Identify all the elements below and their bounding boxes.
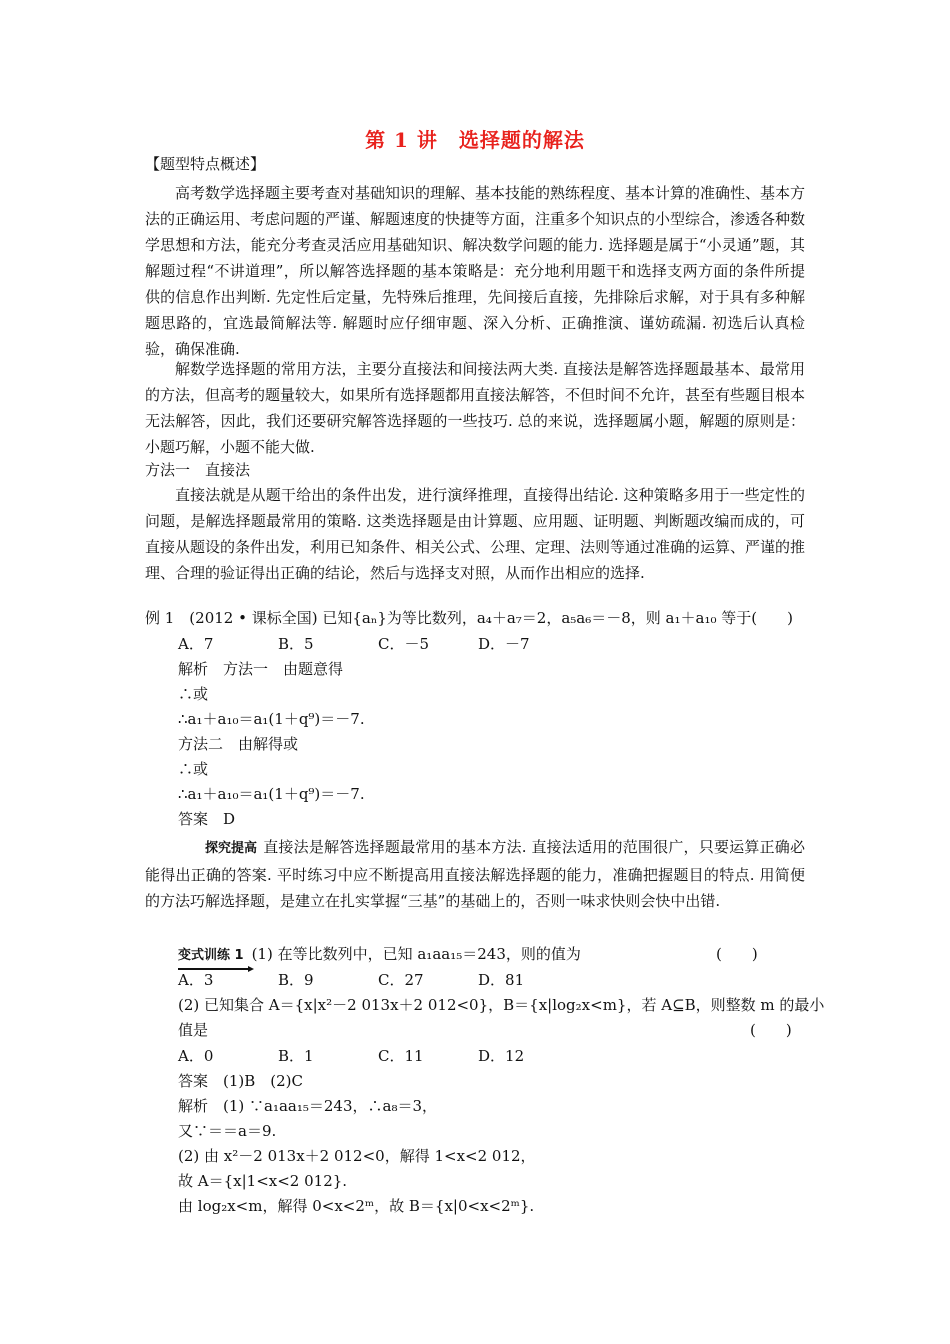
option-c: C．27 [378,971,424,989]
method1-heading: 方法一 直接法 [145,461,251,479]
option-c: C．11 [378,1047,424,1065]
example1-stem: 例 1 (2012 • 课标全国) 已知{aₙ}为等比数列，a₄＋a₇＝2，a₅a₆＝－8，则 a₁＋a₁₀ 等于( ) [145,609,793,627]
method1-paragraph: 直接法就是从题干给出的条件出发，进行演绎推理，直接得出结论. 这种策略多用于一些定性的问题，是解选择题最常用的策略. 这类选择题是由计算题、应用题、证明题、判断题改编而成的，可直接从题设的条件出发，利用已知条件、相关公式、公理、定理、法则等通过准确的运算、严谨的推理、合理的验证得出正确的结论，然后与选择支对照，从而作出相应的选择. [145,486,806,582]
explore-tag: 探究提高 [205,841,258,856]
variant-solution-line: 又∵＝＝a＝9. [178,1122,277,1140]
example1-options [178,632,578,656]
variant-solution-line: (2) 由 x²－2 013x＋2 012<0，解得 1<x<2 012， [178,1147,536,1165]
overview-paragraph-2: 解数学选择题的常用方法，主要分直接法和间接法两大类. 直接法是解答选择题最基本、最常用的方法，但高考的题量较大，如果所有选择题都用直接法解答，不但时间不允许，甚至有些题目根本无法解答，因此，我们还要研究解答选择题的一些技巧. 总的来说，选择题属小题，解题的原则是：小题巧解，小题不能大做. [145,360,806,456]
explore-text: 直接法是解答选择题最常用的基本方法. 直接法适用的范围很广，只要运算正确必能得出正确的答案. 平时练习中应不断提高用直接法解选择题的能力，准确把握题目的特点. 用简便的方法巧解选择题，是建立在扎实掌握“三基”的基础上的，否则一味求快则会快中出错. [145,838,805,910]
example1-solution-line: ∴a₁＋a₁₀＝a₁(1＋q⁹)＝－7. [178,710,365,728]
option-d: D．－7 [478,635,530,653]
section-heading-overview: 【题型特点概述】 [145,155,266,173]
option-a: A．0 [178,1047,214,1065]
explore-paragraph [145,834,805,914]
variant-q2-options [178,1044,578,1068]
variant-solution-line: 由 log₂x<m，解得 0<x<2ᵐ，故 B＝{x|0<x<2ᵐ}. [178,1197,535,1215]
example1-solution-line: 解析 方法一 由题意得 [178,660,344,678]
option-d: D．81 [478,971,525,989]
variant-tag: 变式训练 1 [178,944,244,970]
variant-solution-line: 故 A＝{x|1<x<2 012}. [178,1172,348,1190]
option-c: C．－5 [378,635,430,653]
example1-solution-line: ∴a₁＋a₁₀＝a₁(1＋q⁹)＝－7. [178,785,365,803]
example1-solution-line: ∴或 [178,760,209,778]
variant-q1-bracket: ( ) [716,945,758,963]
option-b: B．5 [278,635,314,653]
overview-paragraph-1: 高考数学选择题主要考查对基础知识的理解、基本技能的熟练程度、基本计算的准确性、基本方法的正确运用、考虑问题的严谨、解题速度的快捷等方面，注重多个知识点的小型综合，渗透各种数学思想和方法，能充分考查灵活应用基础知识、解决数学问题的能力. 选择题是属于“小灵通”题，其解题过程“不讲道理”，所以解答选择题的基本策略是：充分地利用题干和选择支两方面的条件所提供的信息作出判断. 先定性后定量，先特殊后推理，先间接后直接，先排除后求解，对于具有多种解题思路的，宜选最简解法等. 解题时应仔细审题、深入分析、正确推演、谨妨疏漏. 初选后认真检验，确保准确. [145,184,806,358]
variant-q1-options [178,968,578,992]
variant-q2-bracket: ( ) [750,1021,792,1039]
variant-answer: 答案 (1)B (2)C [178,1072,303,1090]
option-a: A．3 [178,971,214,989]
variant-q2-line1: (2) 已知集合 A＝{x|x²－2 013x＋2 012<0}，B＝{x|log₂x<m}，若 A⊆B，则整数 m 的最小 [178,996,825,1014]
option-b: B．9 [278,971,314,989]
option-b: B．1 [278,1047,314,1065]
variant-q1-text: (1) 在等比数列中，已知 a₁aa₁₅＝243，则的值为 [251,945,581,963]
variant-solution-line: 解析 (1) ∵a₁aa₁₅＝243，∴a₈＝3， [178,1097,438,1115]
variant-q1 [178,942,581,970]
variant-q2-line2: 值是 [178,1021,209,1039]
option-d: D．12 [478,1047,525,1065]
example1-solution-line: ∴或 [178,685,209,703]
option-a: A．7 [178,635,214,653]
page-title: 第 1 讲 选择题的解法 [365,128,585,152]
example1-solution-line: 方法二 由解得或 [178,735,299,753]
example1-answer: 答案 D [178,810,236,828]
